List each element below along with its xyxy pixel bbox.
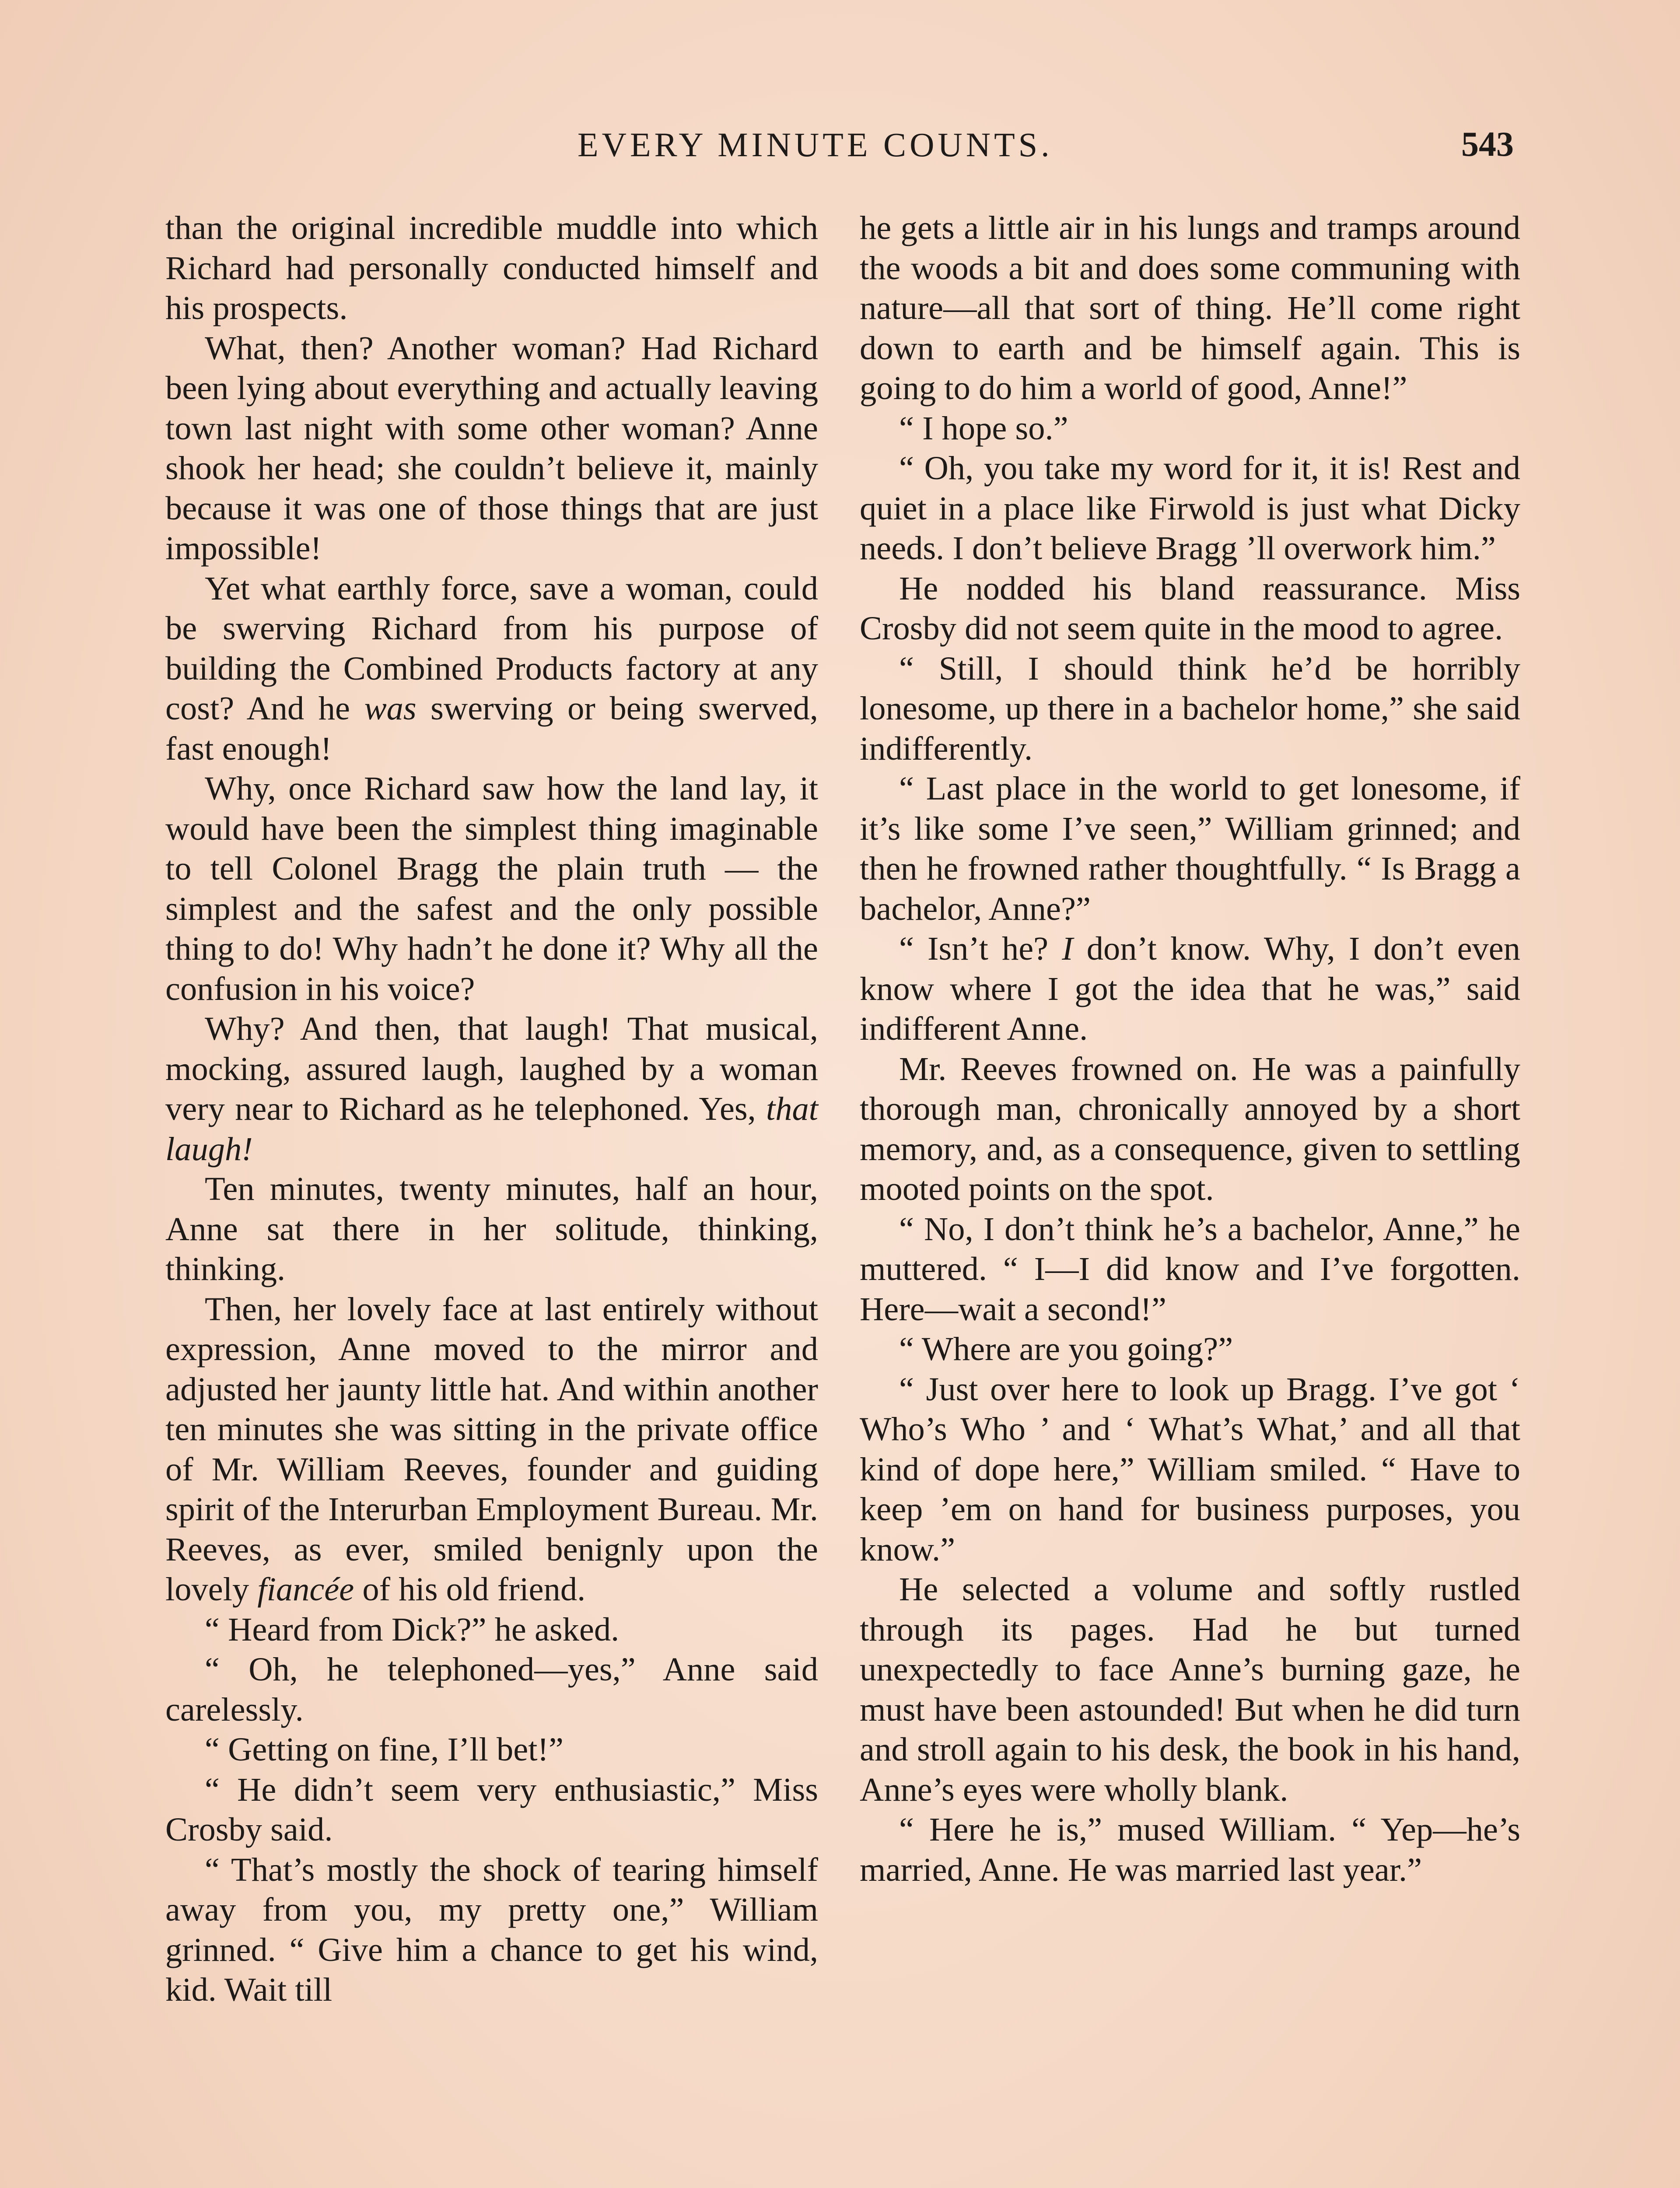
paragraph: “ No, I don’t think he’s a bachelor, Anne,” he muttered. “ I—I did know and I’ve forgotten. Here—wait a second!” xyxy=(860,1210,1520,1328)
emphasis: was xyxy=(364,690,416,727)
paragraph: Why, once Richard saw how the land lay, it would have been the simplest thing imaginable to tell Colonel Bragg the plain truth — the simplest and the safest and the only possible thing to do! Why hadn’t he done it? Why all the confusion in his voice? xyxy=(165,770,818,1007)
paragraph: “ Getting on fine, I’ll bet!” xyxy=(205,1731,564,1768)
paragraph: Why? And then, that laugh! That musical, mocking, assured laugh, laughed by a woman very near to Richard as he telephoned. Yes, that laugh! xyxy=(165,1010,818,1168)
paragraph: Then, her lovely face at last entirely without expression, Anne moved to the mirror and adjusted her jaunty little hat. And within another ten minutes she was sitting in the private office of Mr. William Reeves, founder and guiding spirit of the Interurban Employment Bureau. Mr. Reeves, as ever, smiled benignly upon the lovely fiancée of his old friend. xyxy=(165,1290,818,1608)
running-head: EVERY MINUTE COUNTS. xyxy=(578,126,1053,164)
paragraph: Mr. Reeves frowned on. He was a painfully thorough man, chronically annoyed by a short memory, and, as a consequence, given to settling mooted points on the spot. xyxy=(860,1050,1520,1207)
paragraph: than the original incredible muddle into which Richard had personally conducted himself and his prospects. xyxy=(165,209,818,326)
paragraph: Ten minutes, twenty minutes, half an hour, Anne sat there in her solitude, thinking, thinking. xyxy=(165,1170,818,1287)
emphasis: that laugh! xyxy=(165,1090,818,1168)
left-column xyxy=(165,208,818,2010)
emphasis: I xyxy=(1062,930,1073,967)
paragraph: “ Oh, you take my word for it, it is! Rest and quiet in a place like Firwold is just what Dicky needs. I don’t believe Bragg ’ll overwork him.” xyxy=(860,449,1520,567)
page-number: 543 xyxy=(1461,125,1514,164)
paragraph: “ Last place in the world to get lonesome, if it’s like some I’ve seen,” William grinned; and then he frowned rather thoughtfully. “ Is Bragg a bachelor, Anne?” xyxy=(860,770,1520,927)
paragraph: He selected a volume and softly rustled through its pages. Had he but turned unexpectedly to face Anne’s burning gaze, he must have been astounded! But when he did turn and stroll again to his desk, the book in his hand, Anne’s eyes were wholly blank. xyxy=(860,1571,1520,1808)
paragraph: “ He didn’t seem very enthusiastic,” Miss Crosby said. xyxy=(165,1771,818,1848)
paragraph: “ I hope so.” xyxy=(899,409,1068,447)
paragraph: “ Here he is,” mused William. “ Yep—he’s married, Anne. He was married last year.” xyxy=(860,1811,1520,1888)
paragraph: He nodded his bland reassurance. Miss Crosby did not seem quite in the mood to agree. xyxy=(860,569,1520,647)
paragraph: “ Isn’t he? I don’t know. Why, I don’t even know where I got the idea that he was,” said indifferent Anne. xyxy=(860,930,1520,1047)
paragraph: “ Oh, he telephoned—yes,” Anne said carelessly. xyxy=(165,1651,818,1728)
paragraph: What, then? Another woman? Had Richard been lying about everything and actually leaving town last night with some other woman? Anne shook her head; she couldn’t believe it, mainly because it was one of those things that are just impossible! xyxy=(165,329,818,567)
paragraph: “ Still, I should think he’d be horribly lonesome, up there in a bachelor home,” she said indifferently. xyxy=(860,649,1520,767)
paragraph: “ Where are you going?” xyxy=(899,1330,1233,1368)
paragraph: “ That’s mostly the shock of tearing himself away from you, my pretty one,” William grinned. “ Give him a chance to get his wind, kid. Wait till xyxy=(165,1851,818,2008)
paragraph: Yet what earthly force, save a woman, could be swerving Richard from his purpose of building the Combined Products factory at any cost? And he was swerving or being swerved, fast enough! xyxy=(165,569,818,767)
paragraph: he gets a little air in his lungs and tramps around the woods a bit and does some communing with nature—all that sort of thing. He’ll come right down to earth and be himself again. This is going to do him a world of good, Anne!” xyxy=(860,209,1520,407)
emphasis: fiancée xyxy=(257,1571,354,1608)
right-column xyxy=(860,208,1520,1890)
paragraph: “ Heard from Dick?” he asked. xyxy=(205,1610,620,1648)
paragraph: “ Just over here to look up Bragg. I’ve got ‘ Who’s Who ’ and ‘ What’s What,’ and all that kind of dope here,” William smiled. “ Have to keep ’em on hand for business purposes, you know.” xyxy=(860,1370,1520,1568)
